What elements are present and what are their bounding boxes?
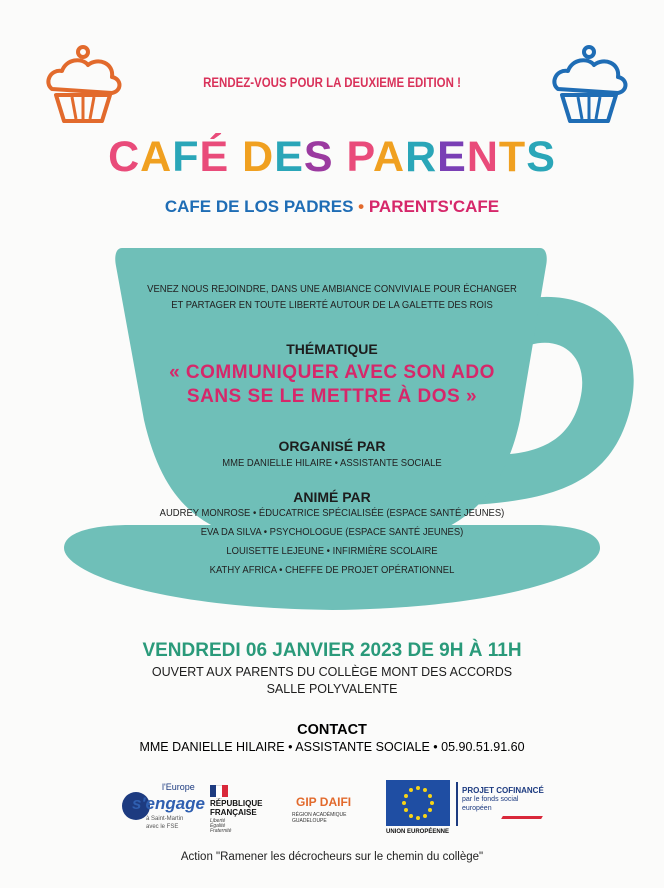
animator: KATHY AFRICA • CHEFFE DE PROJET OPÉRATIONNEL [209, 564, 455, 576]
animated-label: ANIMÉ PAR [293, 489, 371, 505]
title-letter: E [437, 133, 467, 181]
title-letter: A [140, 133, 173, 181]
action-caption: Action "Ramener les décrocheurs sur le chemin du collège" [180, 851, 484, 863]
title-letter: F [172, 133, 200, 181]
title-letter: D [242, 133, 275, 181]
republique-francaise-logo: RÉPUBLIQUE FRANÇAISE Liberté Égalité Fraternité [210, 785, 276, 835]
subtitle-spanish: CAFE DE LOS PADRES [164, 197, 354, 216]
title-letter: T [498, 133, 527, 181]
animator: AUDREY MONROSE • ÉDUCATRICE SPÉCIALISÉE (ESPACE SANTÉ JEUNES) [159, 507, 505, 519]
theme-line: « COMMUNIQUER AVEC SON ADO [169, 362, 495, 383]
theme-line: SANS SE LE METTRE À DOS » [186, 386, 478, 407]
title-letter: A [373, 133, 406, 181]
event-audience: OUVERT AUX PARENTS DU COLLÈGE MONT DES ACCORDS [151, 665, 513, 679]
cofinance-logo: PROJET COFINANCÉ par le fonds social européen [456, 782, 546, 828]
title-letter: E [274, 133, 304, 181]
intro-line: VENEZ NOUS REJOINDRE, DANS UNE AMBIANCE CONVIVIALE POUR ÉCHANGER [147, 283, 517, 295]
title-letter: P [346, 133, 374, 181]
subtitle-separator: • [358, 197, 365, 216]
european-union-logo: UNION EUROPÉENNE [386, 780, 454, 838]
title-letter: É [199, 133, 230, 181]
title-letter: R [405, 133, 438, 181]
title-letter: N [466, 133, 499, 181]
subtitle-english: PARENTS'CAFE [368, 197, 500, 216]
event-date: VENDREDI 06 JANVIER 2023 DE 9H À 11H [142, 640, 522, 661]
eu-flag-icon [386, 780, 450, 826]
europe-sengage-logo: l'Europe s'engage à Saint-Martin avec le FSE [118, 782, 200, 834]
animator: LOUISETTE LEJEUNE • INFIRMIÈRE SCOLAIRE [226, 545, 438, 557]
intro-line: ET PARTAGER EN TOUTE LIBERTÉ AUTOUR DE LA GALETTE DES ROIS [171, 299, 493, 311]
title-letter: C [108, 133, 141, 181]
event-room: SALLE POLYVALENTE [266, 682, 398, 696]
gip-daifi-logo: GIP DAIFI RÉGION ACADÉMIQUE GUADELOUPE [292, 795, 352, 824]
title-letter: S [303, 133, 334, 181]
title-letter: S [526, 133, 556, 181]
contact-heading: CONTACT [297, 722, 367, 738]
organizer: MME DANIELLE HILAIRE • ASSISTANTE SOCIALE [222, 457, 442, 469]
tagline: RENDEZ-VOUS POUR LA DEUXIEME EDITION ! [203, 75, 461, 90]
contact-line: MME DANIELLE HILAIRE • ASSISTANTE SOCIALE • 05.90.51.91.60 [139, 740, 525, 754]
animator: EVA DA SILVA • PSYCHOLOGUE (ESPACE SANTÉ JEUNES) [200, 526, 464, 538]
organized-label: ORGANISÉ PAR [278, 438, 386, 454]
theme-label: THÉMATIQUE [286, 341, 378, 357]
